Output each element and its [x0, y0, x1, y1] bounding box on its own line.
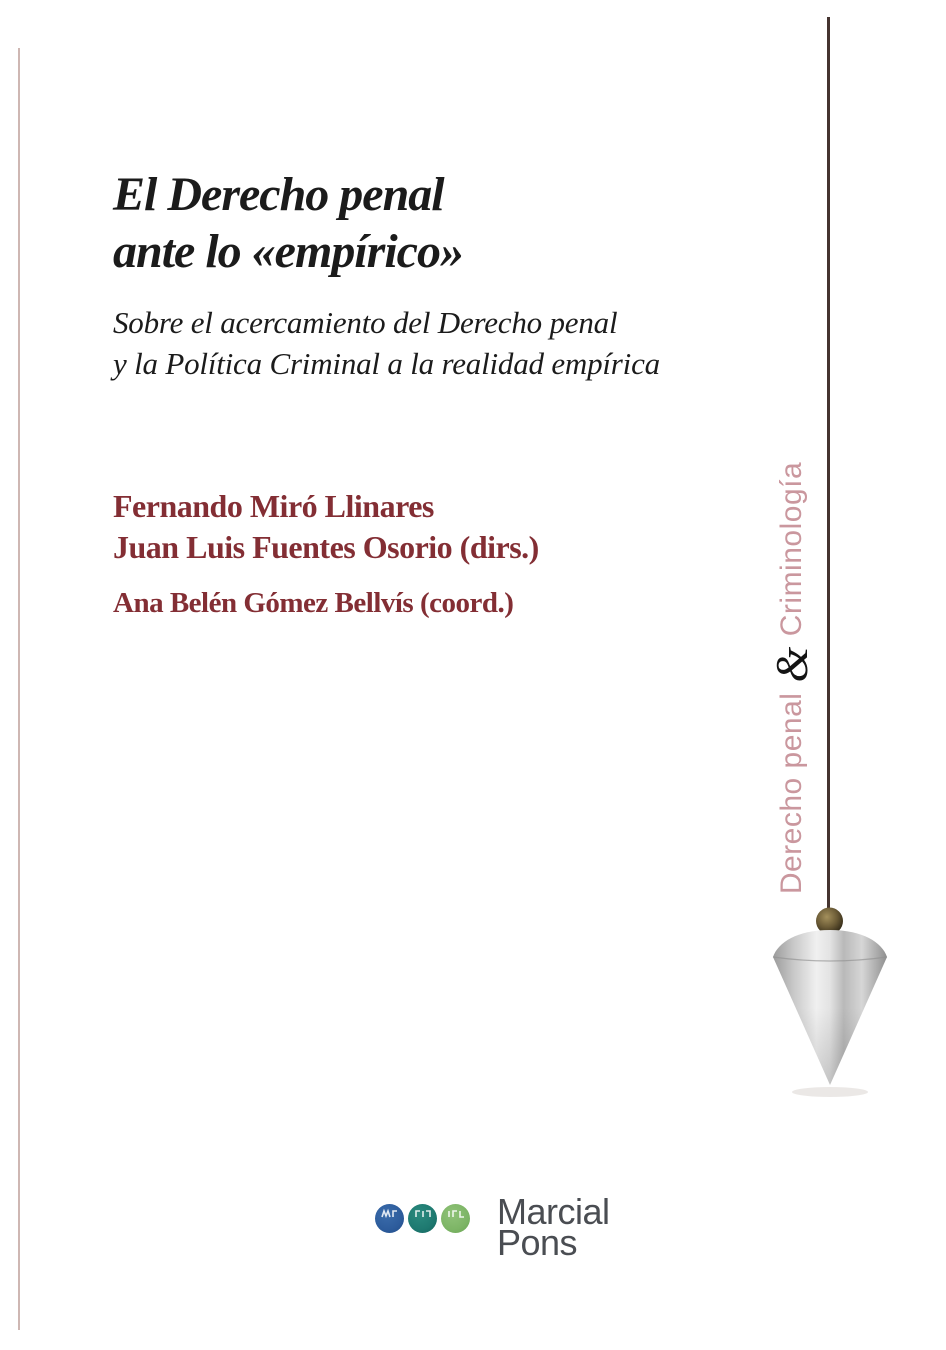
- director-name-1: Fernando Miró Llinares: [113, 488, 434, 524]
- series-ampersand-icon: &: [766, 646, 817, 683]
- publisher-name-line2: Pons: [497, 1222, 578, 1263]
- book-subtitle-line2: y la Política Criminal a la realidad empírica: [113, 346, 660, 381]
- logo-circle-teal: [408, 1204, 437, 1233]
- publisher-name-line1: Marcial: [497, 1191, 610, 1232]
- book-subtitle-line1: Sobre el acercamiento del Derecho penal: [113, 305, 618, 340]
- series-title-vertical: [768, 458, 816, 898]
- publisher-logo: [375, 1191, 655, 1266]
- logo-circles: [375, 1204, 470, 1233]
- logo-circle-blue: [375, 1204, 404, 1233]
- director-name-2: Juan Luis Fuentes Osorio (dirs.): [113, 529, 539, 565]
- series-part2: Criminología: [775, 461, 808, 637]
- logo-circle-glyph: [441, 1204, 470, 1233]
- series-part1: Derecho penal: [775, 692, 808, 895]
- publisher-name: [497, 1191, 610, 1263]
- book-title-line1: El Derecho penal: [113, 168, 444, 221]
- plumb-string-line: [827, 17, 830, 910]
- coordinator-block: [113, 584, 513, 622]
- logo-circle-green: [441, 1204, 470, 1233]
- directors-block: [113, 486, 539, 568]
- book-title-line2: ante lo «empírico»: [113, 225, 463, 278]
- logo-circle-glyph: [375, 1204, 404, 1233]
- plumb-bob-icon: [770, 900, 890, 1105]
- bob-shadow: [792, 1087, 868, 1097]
- cover-left-edge-line: [18, 48, 20, 1330]
- title-block: [113, 166, 463, 280]
- coordinator-name: Ana Belén Gómez Bellvís (coord.): [113, 587, 514, 619]
- logo-circle-glyph: [408, 1204, 437, 1233]
- subtitle-block: [113, 302, 660, 384]
